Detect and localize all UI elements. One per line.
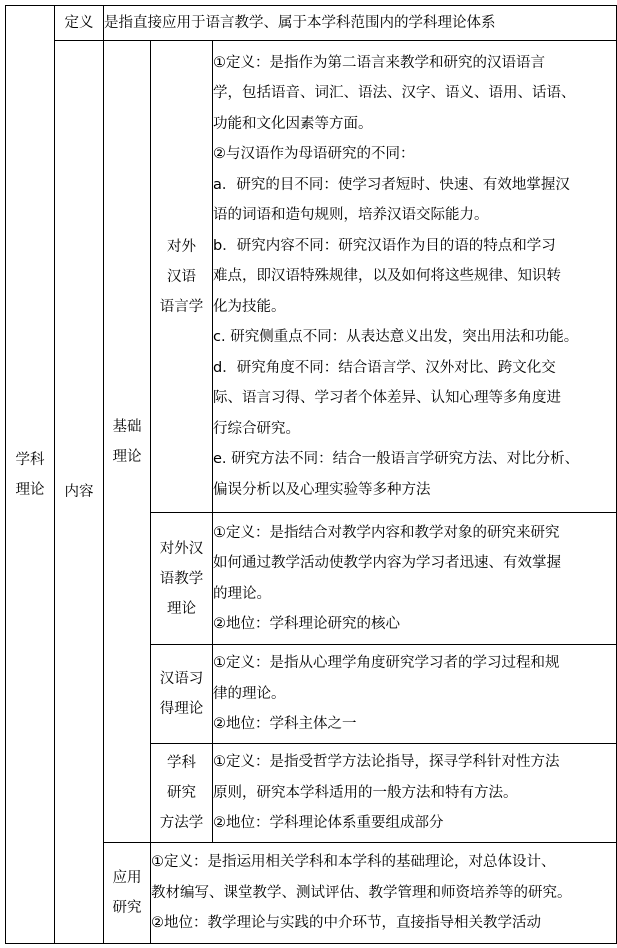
- body-line: b．研究内容不同：研究汉语作为目的语的特点和学习: [213, 237, 556, 254]
- name-line: 汉语: [167, 268, 196, 285]
- definition-text: 是指直接应用于语言教学、属于本学科范围内的学科理论体系: [104, 6, 617, 41]
- body-line: 原则，研究本学科适用的一般方法和特有方法。: [213, 784, 518, 801]
- body-line: ①定义：是指结合对教学内容和教学对象的研究来研究: [213, 524, 560, 541]
- row-body-methodology: [213, 744, 617, 843]
- body-line: 教材编写、课堂教学、测试评估、教学管理和师资培养等的研究。: [151, 884, 572, 901]
- subject-line-1: 学科: [15, 451, 45, 468]
- body-line: 如何通过教学活动使教学内容为学习者迅速、有效掌握: [213, 555, 561, 571]
- body-line: ②地位：学科主体之一: [213, 716, 357, 733]
- body-line: ②地位：学科理论研究的核心: [213, 616, 400, 632]
- basic-theory-line-2: 理论: [112, 448, 142, 465]
- name-line: 语言学: [159, 298, 204, 315]
- row-body-linguistics: [213, 41, 617, 513]
- name-line: 得理论: [159, 701, 204, 717]
- body-line: e. 研究方法不同：结合一般语言学研究方法、对比分析、: [213, 451, 580, 468]
- applied-research-body: [151, 843, 617, 944]
- body-line: a．研究的目不同：使学习者短时、快速、有效地掌握汉: [213, 176, 570, 193]
- body-line: 学，包括语音、词汇、语法、汉字、语义、语用、话语、: [213, 85, 576, 102]
- name-line: 研究: [112, 900, 142, 916]
- body-line: ②地位：教学理论与实践的中介环节，直接指导相关教学活动: [151, 915, 541, 932]
- row-body-teaching-theory: [213, 513, 617, 645]
- name-line: 语教学: [159, 570, 204, 587]
- basic-theory-cell: [104, 41, 151, 843]
- body-line: 难点，即汉语特殊规律，以及如何将这些规律、知识转: [213, 268, 561, 285]
- name-line: 对外汉: [159, 540, 204, 557]
- body-line: 化为技能。: [213, 298, 286, 315]
- name-line: 汉语习: [159, 671, 204, 687]
- name-line: 理论: [167, 600, 196, 617]
- body-line: 律的理论。: [213, 685, 286, 702]
- body-line: 的理论。: [213, 585, 271, 602]
- subject-line-2: 理论: [15, 481, 45, 498]
- row-name-teaching-theory: [151, 513, 213, 645]
- body-line: 偏误分析以及心理实验等多种方法: [213, 481, 431, 498]
- body-line: 语的词语和造句规则，培养汉语交际能力。: [213, 207, 489, 224]
- theory-table: [5, 5, 617, 944]
- body-line: ①定义：是指运用相关学科和本学科的基础理论，对总体设计、: [151, 854, 556, 871]
- body-line: 际、语言习得、学习者个体差异、认知心理等多角度进: [213, 390, 561, 407]
- name-line: 方法学: [159, 815, 204, 831]
- body-line: ①定义：是指作为第二语言来教学和研究的汉语语言: [213, 54, 545, 71]
- body-line: c. 研究侧重点不同：从表达意义出发，突出用法和功能。: [213, 329, 579, 346]
- name-line: 应用: [112, 870, 142, 886]
- body-line: ②与汉语作为母语研究的不同：: [213, 146, 415, 163]
- definition-label: 定义: [55, 6, 104, 41]
- body-line: ②地位：学科理论体系重要组成部分: [213, 815, 444, 832]
- body-line: d．研究角度不同：结合语言学、汉外对比、跨文化交: [213, 359, 556, 376]
- body-line: ①定义：是指从心理学角度研究学习者的学习过程和规: [213, 655, 560, 672]
- row-name-acquisition-theory: [151, 645, 213, 744]
- name-line: 研究: [167, 785, 196, 801]
- applied-research-label: [104, 843, 151, 944]
- row-name-linguistics: [151, 41, 213, 513]
- body-line: 行综合研究。: [213, 420, 300, 437]
- name-line: 对外: [167, 238, 196, 255]
- row-name-methodology: [151, 744, 213, 843]
- basic-theory-line-1: 基础: [112, 418, 142, 435]
- row-body-acquisition-theory: [213, 645, 617, 744]
- subject-cell: [6, 6, 55, 944]
- content-label: 内容: [55, 41, 104, 944]
- body-line: 功能和文化因素等方面。: [213, 115, 373, 132]
- body-line: ①定义：是指受哲学方法论指导，探寻学科针对性方法: [213, 754, 560, 771]
- name-line: 学科: [167, 755, 196, 771]
